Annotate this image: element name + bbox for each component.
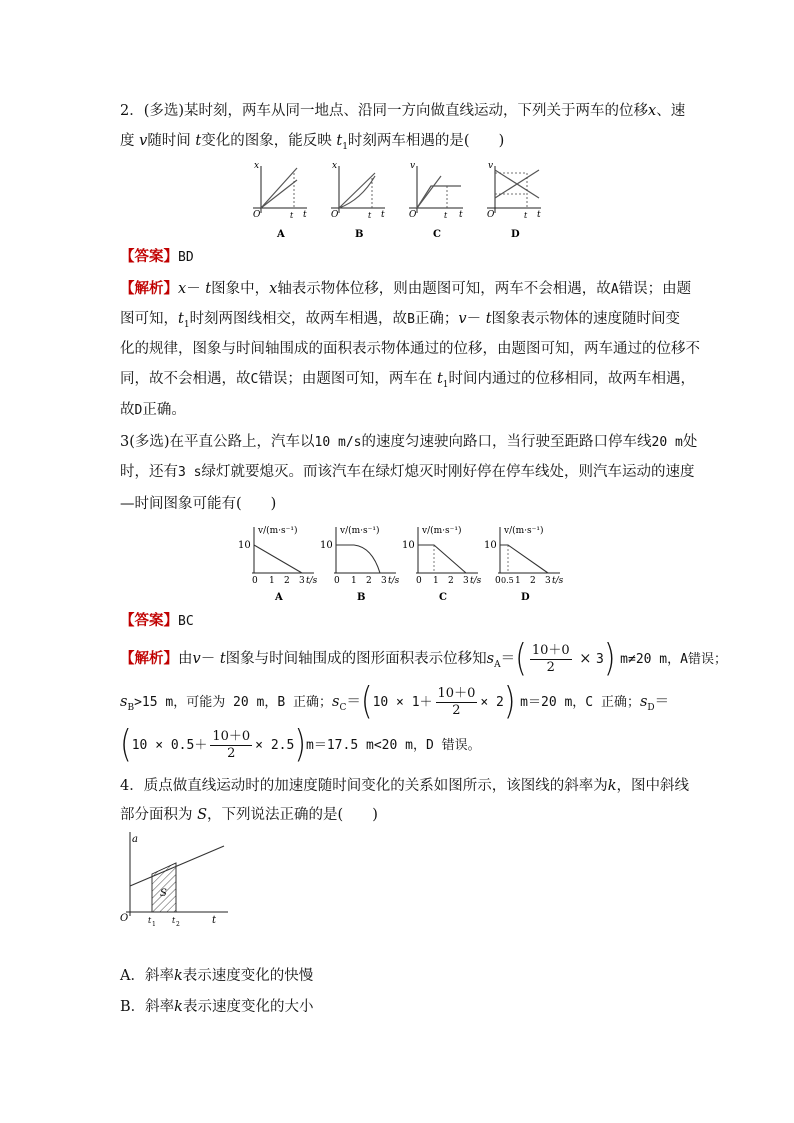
q3-caption-a: A [275,592,283,603]
svg-text:10: 10 [402,540,415,551]
q3-caption-d: D [521,592,530,603]
svg-text:t: t [444,211,448,220]
q2-caption-b: B [355,229,364,240]
q3-graphs [238,523,568,605]
q3-line2: 时，还有3 s绿灯就要熄灭。而该汽车在绿灯熄灭时刚好停在停车线处，则汽车运动的速度 [120,464,695,480]
svg-text:O: O [331,210,339,220]
svg-text:0: 0 [334,576,340,586]
svg-text:0.5: 0.5 [501,576,514,585]
q2-graph-a [253,161,307,240]
svg-text:10: 10 [484,540,497,551]
q3-line3: —时间图象可能有( ) [120,496,277,512]
q2-caption-c: C [433,229,441,240]
q3-caption-c: C [439,592,447,603]
q3-graph-b [320,525,400,603]
svg-text:3: 3 [545,576,551,586]
svg-text:3: 3 [381,576,387,586]
svg-text:0: 0 [495,576,501,586]
q4-line2: 部分面积为 S，下列说法正确的是( ) [120,807,378,823]
svg-text:2: 2 [176,921,180,928]
svg-text:t: t [148,916,152,925]
q3-caption-b: B [357,592,366,603]
q4-option-a[interactable]: A．斜率k表示速度变化的快慢 [120,968,314,984]
svg-text:O: O [253,210,261,220]
q2-analysis-l2: 图可知，$t_1$时刻两图线相交，故两车相遇，故B正确；v－ t图象表示物体的速度随时间变 [120,311,681,330]
svg-text:10: 10 [238,540,251,551]
svg-text:2: 2 [530,576,536,586]
svg-text:2: 2 [284,576,290,586]
svg-text:x: x [254,161,260,171]
svg-text:t: t [537,210,541,220]
q2-analysis-l4: 同，故不会相遇，故C错误；由题图可知，两车在 $t_1$时间内通过的位移相同，故两车相遇， [120,371,695,390]
svg-text:v/(m·s⁻¹): v/(m·s⁻¹) [422,526,462,536]
svg-text:1: 1 [269,576,275,586]
svg-text:t/s: t/s [388,576,400,586]
q2-line2: 度 v随时间 t变化的图象，能反映 $t_1$时刻两车相遇的是( ) [120,133,505,152]
svg-text:t: t [212,915,217,926]
q2-graph-b [331,161,385,240]
svg-text:t: t [303,210,307,220]
svg-text:10: 10 [320,540,333,551]
q3-graph-a [238,525,318,603]
svg-text:v/(m·s⁻¹): v/(m·s⁻¹) [340,526,380,536]
svg-text:t: t [172,916,176,925]
svg-text:0: 0 [416,576,422,586]
q2-answer: 【答案】BD [120,248,194,265]
q2-caption-a: A [277,229,285,240]
q2-graph-d [487,161,541,240]
q3-graph-c [402,525,482,603]
q3-analysis-l1: 【解析】由v－ t图象与时间轴围成的图形面积表示位移知$s_A=$( $\frac{10+0}{2}$ × 3) m≠20 m，A错误； [120,636,727,681]
svg-text:1: 1 [152,921,156,928]
q3-graph-d [484,525,564,603]
svg-text:1: 1 [351,576,357,586]
svg-text:3: 3 [463,576,469,586]
svg-text:t/s: t/s [552,576,564,586]
svg-text:t/s: t/s [306,576,318,586]
svg-text:v: v [488,161,494,171]
svg-text:2: 2 [366,576,372,586]
q2-caption-d: D [511,229,520,240]
svg-text:v/(m·s⁻¹): v/(m·s⁻¹) [258,526,298,536]
svg-text:3: 3 [299,576,305,586]
svg-text:t: t [524,211,528,220]
q4-graph [116,828,236,928]
svg-text:a: a [132,834,138,845]
q3-analysis-l2: $s_B>15$ m，可能为 20 m，B 正确；$s_C=(10 \times 1+$ $\frac{10+0}{2}$ × 2) m＝20 m，C 正确；$s_D=$ [120,679,670,724]
q2-graphs [245,158,555,242]
svg-text:t: t [381,210,385,220]
q2-analysis-l5: 故D正确。 [120,402,186,418]
q2-analysis-l1: 【解析】x－ t图象中，x轴表示物体位移，则由题图可知，两车不会相遇，故A错误；由题 [120,280,692,297]
svg-text:2: 2 [448,576,454,586]
svg-text:O: O [409,210,417,220]
svg-text:S: S [160,888,167,899]
svg-text:v: v [410,161,416,171]
svg-text:t: t [368,211,372,220]
q2-line1: 2．(多选)某时刻，两车从同一地点、沿同一方向做直线运动，下列关于两车的位移x、速 [120,103,686,119]
q4-option-b[interactable]: B．斜率k表示速度变化的大小 [120,999,314,1015]
q2-graph-c [409,161,463,240]
svg-text:O: O [487,210,495,220]
svg-text:1: 1 [515,576,521,586]
q3-analysis-l3: (10 × 0.5＋ $\frac{10+0}{2}$ × 2.5)m＝17.5 m<20 m，D 错误。 [120,722,481,767]
svg-text:0: 0 [252,576,258,586]
svg-text:t: t [459,210,463,220]
svg-text:v/(m·s⁻¹): v/(m·s⁻¹) [504,526,544,536]
q3-answer: 【答案】BC [120,612,194,629]
q2-analysis-l3: 化的规律，图象与时间轴围成的面积表示物体通过的位移，由题图可知，两车通过的位移不 [120,341,700,357]
svg-text:t: t [290,211,294,220]
svg-text:x: x [332,161,338,171]
svg-text:O: O [120,913,129,924]
q3-line1: 3(多选)在平直公路上，汽车以10 m/s的速度匀速驶向路口，当行驶至距路口停车线20 m处 [120,434,698,450]
svg-text:1: 1 [433,576,439,586]
svg-text:t/s: t/s [470,576,482,586]
q4-line1: 4．质点做直线运动时的加速度随时间变化的关系如图所示，该图线的斜率为k，图中斜线 [120,778,690,794]
